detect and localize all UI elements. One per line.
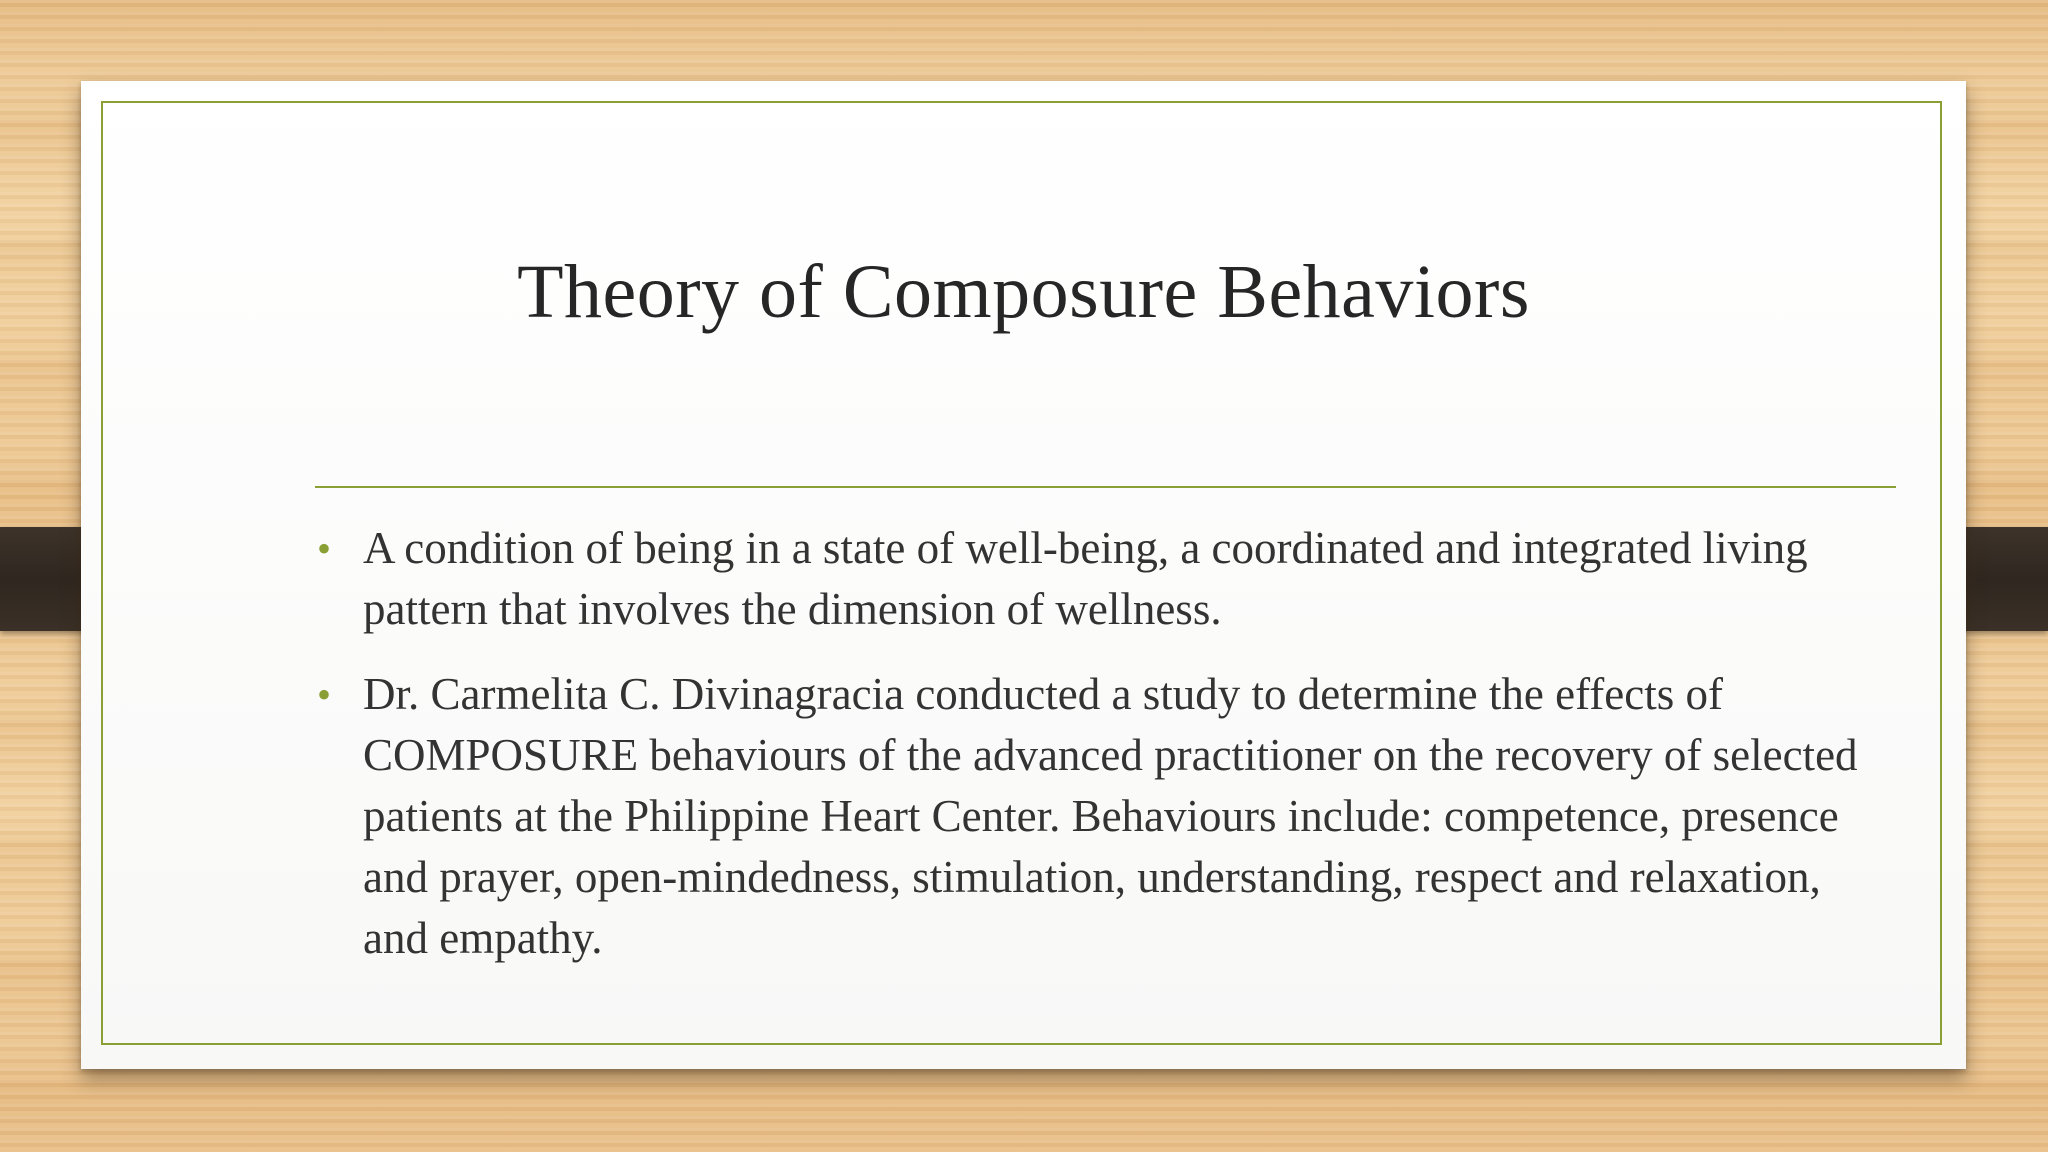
bullet-item-2: [313, 664, 1893, 969]
bullet-text-2: Dr. Carmelita C. Divinagracia conducted a study to determine the effects of COMPOSURE behaviours of the advanced practitioner on the recovery of selected patients at the Philippine Heart Center. Behaviours include: competence, presence and prayer, open-mindedness, stimulation, understanding, respect and relaxation, and empathy.: [363, 669, 1858, 963]
bullet-text-1: A condition of being in a state of well-being, a coordinated and integrated living pattern that involves the dimension of wellness.: [363, 523, 1808, 634]
bullet-item-1: [313, 518, 1893, 640]
bullet-marker-icon: •: [317, 672, 332, 717]
slide-title: Theory of Composure Behaviors: [517, 250, 1530, 334]
title-divider: [315, 486, 1896, 488]
slide-card: [81, 81, 1966, 1069]
bullet-marker-icon: •: [317, 526, 332, 571]
bullet-list: [313, 518, 1893, 993]
